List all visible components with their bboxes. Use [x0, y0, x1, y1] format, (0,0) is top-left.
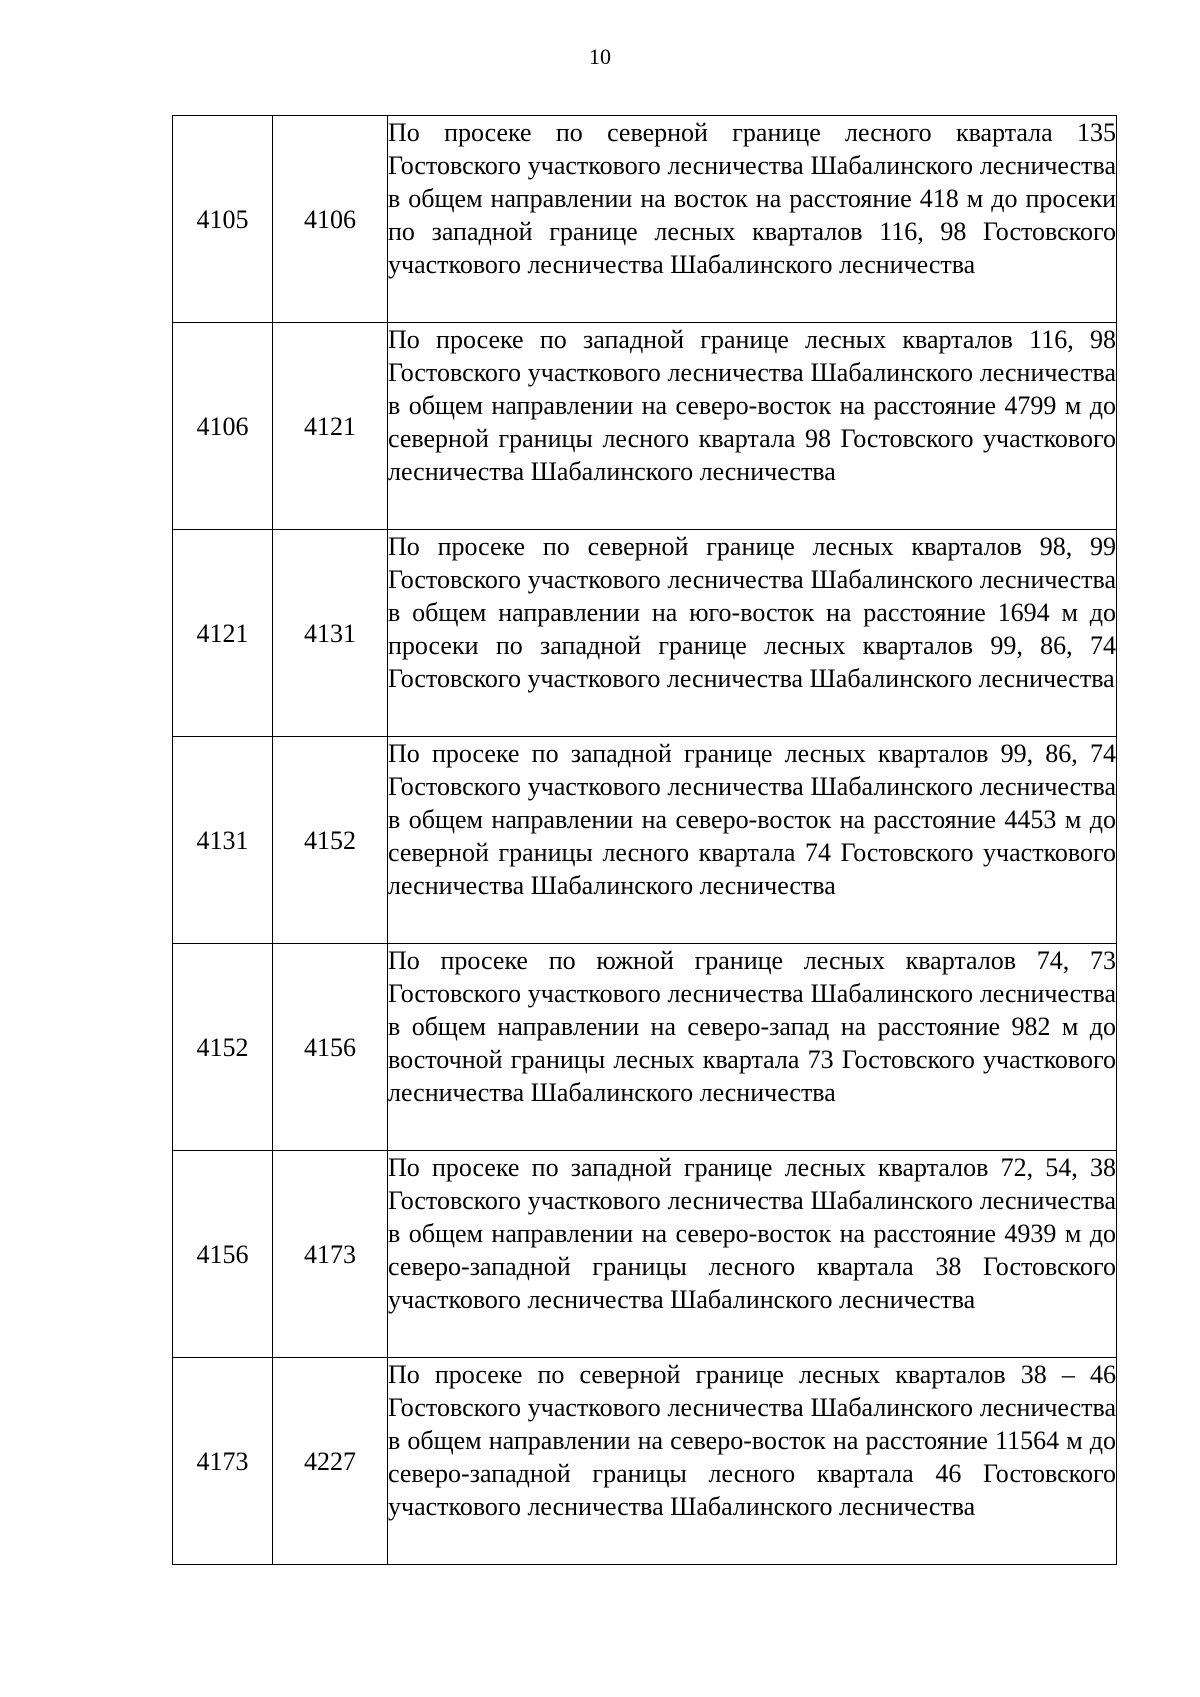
route-description-cell: По просеке по западной границе лесных кварталов 72, 54, 38 Гостовского участкового лесничества Шабалинского лесничества в общем направлении на северо-восток на расстояние 4939 м до северо-западной границы лесного квартала 38 Гостовского участкового лесничества Шабалинского лесничества — [388, 1151, 1117, 1358]
point-from-cell: 4121 — [173, 530, 273, 737]
table-row — [173, 737, 1117, 944]
table-row — [173, 116, 1117, 323]
point-to-cell: 4227 — [273, 1358, 388, 1565]
table-row — [173, 1358, 1117, 1565]
table-row — [173, 944, 1117, 1151]
boundary-route-table — [172, 115, 1117, 1565]
point-from-cell: 4105 — [173, 116, 273, 323]
route-description-cell: По просеке по западной границе лесных кварталов 99, 86, 74 Гостовского участкового лесничества Шабалинского лесничества в общем направлении на северо-восток на расстояние 4453 м до северной границы лесного квартала 74 Гостовского участкового лесничества Шабалинского лесничества — [388, 737, 1117, 944]
route-description-cell: По просеке по западной границе лесных кварталов 116, 98 Гостовского участкового лесничества Шабалинского лесничества в общем направлении на северо-восток на расстояние 4799 м до северной границы лесного квартала 98 Гостовского участкового лесничества Шабалинского лесничества — [388, 323, 1117, 530]
point-from-cell: 4106 — [173, 323, 273, 530]
table-row — [173, 1151, 1117, 1358]
page-number: 10 — [589, 44, 611, 69]
point-to-cell: 4121 — [273, 323, 388, 530]
point-from-cell: 4152 — [173, 944, 273, 1151]
point-to-cell: 4173 — [273, 1151, 388, 1358]
table-row — [173, 323, 1117, 530]
point-to-cell: 4152 — [273, 737, 388, 944]
point-to-cell: 4106 — [273, 116, 388, 323]
route-description-cell: По просеке по южной границе лесных кварталов 74, 73 Гостовского участкового лесничества Шабалинского лесничества в общем направлении на северо-запад на расстояние 982 м до восточной границы лесных квартала 73 Гостовского участкового лесничества Шабалинского лесничества — [388, 944, 1117, 1151]
point-to-cell: 4131 — [273, 530, 388, 737]
route-description-cell: По просеке по северной границе лесных кварталов 38 – 46 Гостовского участкового лесничества Шабалинского лесничества в общем направлении на северо-восток на расстояние 11564 м до северо-западной границы лесного квартала 46 Гостовского участкового лесничества Шабалинского лесничества — [388, 1358, 1117, 1565]
route-description-cell: По просеке по северной границе лесного квартала 135 Гостовского участкового лесничества Шабалинского лесничества в общем направлении на восток на расстояние 418 м до просеки по западной границе лесных кварталов 116, 98 Гостовского участкового лесничества Шабалинского лесничества — [388, 116, 1117, 323]
table-row — [173, 530, 1117, 737]
point-from-cell: 4156 — [173, 1151, 273, 1358]
route-description-cell: По просеке по северной границе лесных кварталов 98, 99 Гостовского участкового лесничества Шабалинского лесничества в общем направлении на юго-восток на расстояние 1694 м до просеки по западной границе лесных кварталов 99, 86, 74 Гостовского участкового лесничества Шабалинского лесничества — [388, 530, 1117, 737]
point-from-cell: 4131 — [173, 737, 273, 944]
point-from-cell: 4173 — [173, 1358, 273, 1565]
point-to-cell: 4156 — [273, 944, 388, 1151]
